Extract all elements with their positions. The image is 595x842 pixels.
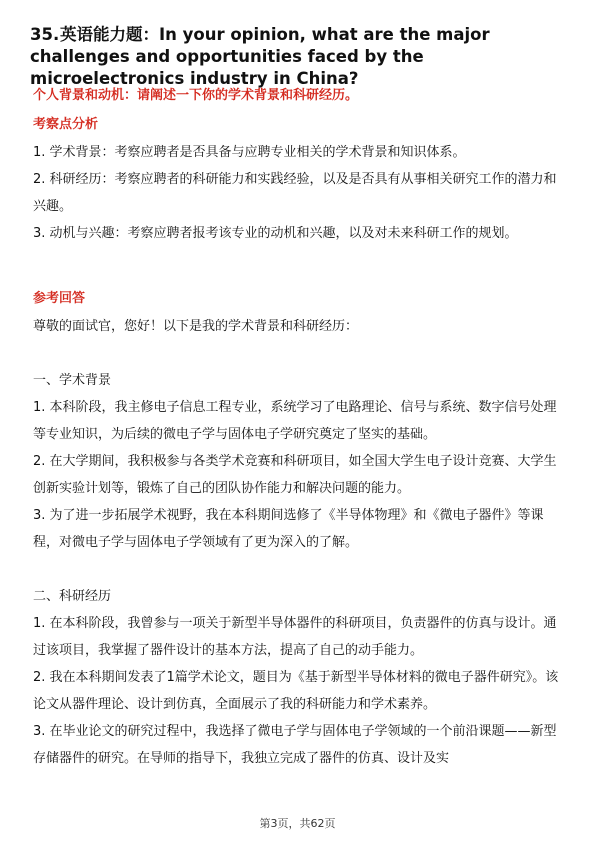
analysis-section [33, 115, 563, 247]
section-item: 2. 我在本科期间发表了1篇学术论文，题目为《基于新型半导体材料的微电子器件研究》。该论文从器件理论、设计到仿真，全面展示了我的科研能力和学术素养。 [33, 670, 559, 712]
section-item: 3. 为了进一步拓展学术视野，我在本科期间选修了《半导体物理》和《微电子器件》等课程，对微电子学与固体电子学领域有了更为深入的了解。 [33, 508, 544, 550]
question-number: 35. [30, 25, 60, 44]
analysis-item: 1. 学术背景：考察应聘者是否具备与应聘专业相关的学术背景和知识体系。 [33, 145, 466, 160]
analysis-heading: 考察点分析 [33, 117, 99, 132]
question-title [30, 24, 575, 90]
section-item: 1. 本科阶段，我主修电子信息工程专业，系统学习了电路理论、信号与系统、数字信号处理等专业知识，为后续的微电子学与固体电子学研究奠定了坚实的基础。 [33, 400, 557, 442]
question-text: 英语能力题：In your opinion, what are the major challenges and opportunities faced by the microelectronics industry in China? [30, 25, 490, 88]
analysis-item: 2. 科研经历：考察应聘者的科研能力和实践经验，以及是否具有从事相关研究工作的潜力和兴趣。 [33, 172, 557, 214]
answer-intro: 尊敬的面试官，您好！以下是我的学术背景和科研经历： [33, 319, 359, 334]
section-item: 2. 在大学期间，我积极参与各类学术竞赛和科研项目，如全国大学生电子设计竞赛、大学生创新实验计划等，锻炼了自己的团队协作能力和解决问题的能力。 [33, 454, 557, 496]
prompt-section [33, 86, 563, 106]
section-title: 二、科研经历 [33, 589, 112, 604]
page-footer: 第3页，共62页 [259, 817, 336, 830]
blank-line [33, 340, 563, 367]
answer-heading: 参考回答 [33, 291, 86, 306]
section-item: 1. 在本科阶段，我曾参与一项关于新型半导体器件的科研项目，负责器件的仿真与设计。通过该项目，我掌握了器件设计的基本方法，提高了自己的动手能力。 [33, 616, 557, 658]
answer-section [33, 289, 563, 772]
prompt-heading: 个人背景和动机：请阐述一下你的学术背景和科研经历。 [33, 88, 359, 103]
blank-line [33, 556, 563, 583]
section-title: 一、学术背景 [33, 373, 112, 388]
analysis-item: 3. 动机与兴趣：考察应聘者报考该专业的动机和兴趣，以及对未来科研工作的规划。 [33, 226, 518, 241]
section-item: 3. 在毕业论文的研究过程中，我选择了微电子学与固体电子学领域的一个前沿课题——新型存储器件的研究。在导师的指导下，我独立完成了器件的仿真、设计及实 [33, 724, 557, 766]
